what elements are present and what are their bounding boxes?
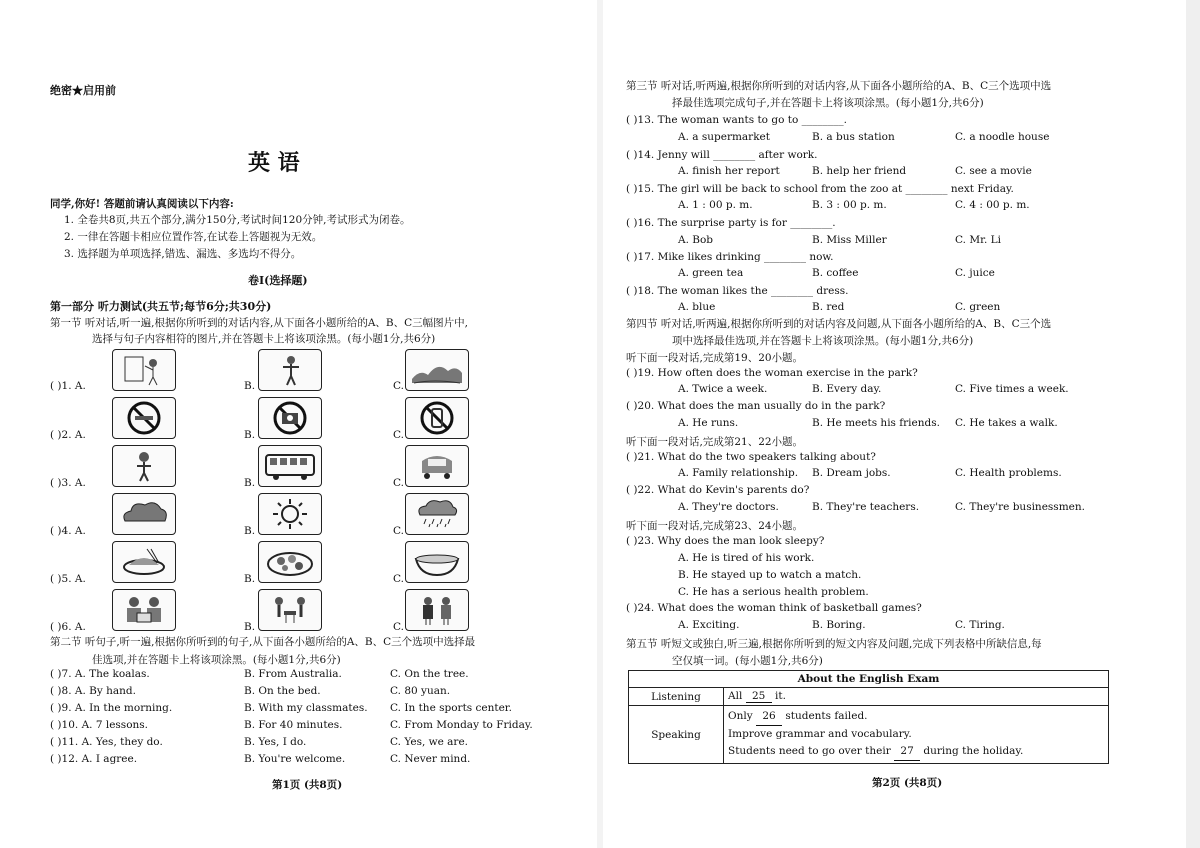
section5-instruction: 空仅填一词。(每小题1分,共6分) (672, 655, 823, 667)
volume-title: 卷Ⅰ(选择题) (248, 274, 308, 287)
q9-option-a[interactable]: ( )9. A. In the morning. (50, 702, 173, 714)
q6-option-b-label: B. (244, 621, 256, 633)
dialogue-lead: 听下面一段对话,完成第19、20小题。 (626, 352, 804, 364)
question-16: ( )16. The surprise party is for ________. (626, 217, 836, 229)
part1-heading: 第一部分 听力测试(共五节;每节6分;共30分) (50, 300, 272, 313)
section4-instruction: 项中选择最佳选项,并在答题卡上将该项涂黑。(每小题1分,共6分) (672, 335, 974, 347)
q22-option-a[interactable]: A. They're doctors. (678, 501, 779, 513)
section3-instruction: 第三节 听对话,听两遍,根据你所听到的对话内容,从下面各小题所给的A、B、C三个选项中选 (626, 80, 1052, 92)
q1-option-a-image[interactable] (112, 349, 176, 391)
question-18: ( )18. The woman likes the ________ dress. (626, 285, 849, 297)
question-5-label: ( )5. A. (50, 573, 86, 585)
q5-option-a-image[interactable] (112, 541, 176, 583)
q3-option-a-image[interactable] (112, 445, 176, 487)
q11-option-c[interactable]: C. Yes, we are. (390, 736, 469, 748)
section4-instruction: 第四节 听对话,听两遍,根据你所听到的对话内容及问题,从下面各小题所给的A、B、C三个选 (626, 318, 1052, 330)
q9-option-c[interactable]: C. In the sports center. (390, 702, 513, 714)
q20-option-c[interactable]: C. He takes a walk. (955, 417, 1058, 429)
q22-option-b[interactable]: B. They're teachers. (812, 501, 920, 513)
q14-option-b[interactable]: B. help her friend (812, 165, 907, 177)
q22-option-c[interactable]: C. They're businessmen. (955, 501, 1085, 513)
q8-option-b[interactable]: B. On the bed. (244, 685, 321, 697)
speaking-r3-post: during the holiday. (923, 745, 1024, 757)
q14-option-c[interactable]: C. see a movie (955, 165, 1032, 177)
q1-option-c-image[interactable] (405, 349, 469, 391)
q7-option-b[interactable]: B. From Australia. (244, 668, 342, 680)
q11-option-b[interactable]: B. Yes, I do. (244, 736, 307, 748)
q19-option-c[interactable]: C. Five times a week. (955, 383, 1069, 395)
q5-option-c-image[interactable] (405, 541, 469, 583)
q2-option-c-image[interactable] (405, 397, 469, 439)
q2-option-a-image[interactable] (112, 397, 176, 439)
section5-instruction: 第五节 听短文或独白,听三遍,根据你所听到的短文内容及问题,完成下列表格中所缺信息,每 (626, 638, 1042, 650)
listening-text-post: it. (775, 690, 786, 702)
question-24: ( )24. What does the woman think of basketball games? (626, 602, 922, 614)
q15-option-a[interactable]: A. 1 : 00 p. m. (678, 199, 753, 211)
q7-option-a[interactable]: ( )7. A. The koalas. (50, 668, 150, 680)
question-1-label: ( )1. A. (50, 380, 86, 392)
q19-option-b[interactable]: B. Every day. (812, 383, 882, 395)
speaking-label: Speaking (629, 706, 724, 764)
section3-instruction: 择最佳选项完成句子,并在答题卡上将该项涂黑。(每小题1分,共6分) (672, 97, 984, 109)
q11-option-a[interactable]: ( )11. A. Yes, they do. (50, 736, 163, 748)
q6-option-c-label: C. (393, 621, 404, 633)
q2-option-c-label: C. (393, 429, 404, 441)
question-2-label: ( )2. A. (50, 429, 86, 441)
speaking-rows (724, 706, 1109, 764)
subject-title: 英 语 (248, 150, 300, 176)
q12-option-b[interactable]: B. You're welcome. (244, 753, 346, 765)
q15-option-c[interactable]: C. 4 : 00 p. m. (955, 199, 1030, 211)
dialogue-lead: 听下面一段对话,完成第21、22小题。 (626, 436, 804, 448)
notice-heading: 同学,你好! 答题前请认真阅读以下内容: (50, 198, 234, 210)
q13-option-b[interactable]: B. a bus station (812, 131, 895, 143)
q16-option-c[interactable]: C. Mr. Li (955, 234, 1001, 246)
question-15: ( )15. The girl will be back to school from the zoo at ________ next Friday. (626, 183, 1014, 195)
q10-option-a[interactable]: ( )10. A. 7 lessons. (50, 719, 149, 731)
q6-option-c-image[interactable] (405, 589, 469, 631)
q20-option-a[interactable]: A. He runs. (678, 417, 739, 429)
question-23: ( )23. Why does the man look sleepy? (626, 535, 825, 547)
q3-option-b-label: B. (244, 477, 256, 489)
section2-instruction: 第二节 听句子,听一遍,根据你所听到的句子,从下面各小题所给的A、B、C三个选项中选择最 (50, 636, 476, 648)
speaking-row-2: Improve grammar and vocabulary. (728, 728, 912, 740)
question-19: ( )19. How often does the woman exercise in the park? (626, 367, 918, 379)
notice-item: 3. 选择题为单项选择,错选、漏选、多选均不得分。 (64, 248, 302, 260)
listening-row (724, 688, 1109, 706)
question-21: ( )21. What do the two speakers talking about? (626, 451, 876, 463)
page-footer: 第1页 (共8页) (272, 779, 343, 791)
q1-option-b-label: B. (244, 380, 256, 392)
q15-option-b[interactable]: B. 3 : 00 p. m. (812, 199, 887, 211)
q24-option-c[interactable]: C. Tiring. (955, 619, 1005, 631)
question-3-label: ( )3. A. (50, 477, 86, 489)
q17-option-c[interactable]: C. juice (955, 267, 995, 279)
q3-option-c-label: C. (393, 477, 404, 489)
q10-option-c[interactable]: C. From Monday to Friday. (390, 719, 533, 731)
q23-option-a[interactable]: A. He is tired of his work. (678, 552, 815, 564)
q3-option-c-image[interactable] (405, 445, 469, 487)
q18-option-c[interactable]: C. green (955, 301, 1001, 313)
question-22: ( )22. What do Kevin's parents do? (626, 484, 810, 496)
section1-instruction: 第一节 听对话,听一遍,根据你所听到的对话内容,从下面各小题所给的A、B、C三幅图片中, (50, 317, 469, 329)
notice-item: 2. 一律在答题卡相应位置作答,在试卷上答题视为无效。 (64, 231, 323, 243)
blank-25[interactable]: 25 (746, 690, 772, 703)
question-17: ( )17. Mike likes drinking ________ now. (626, 251, 834, 263)
speaking-r1-post: students failed. (785, 710, 868, 722)
speaking-r1-pre: Only (728, 710, 753, 722)
question-13: ( )13. The woman wants to go to ________. (626, 114, 847, 126)
q19-option-a[interactable]: A. Twice a week. (678, 383, 768, 395)
speaking-row-1 (728, 708, 1104, 726)
blank-26[interactable]: 26 (756, 708, 782, 726)
q4-option-a-image[interactable] (112, 493, 176, 535)
listening-label: Listening (629, 688, 724, 706)
question-20: ( )20. What does the man usually do in the park? (626, 400, 886, 412)
q5-option-b-image[interactable] (258, 541, 322, 583)
q17-option-a[interactable]: A. green tea (678, 267, 744, 279)
confidential-label: 绝密★启用前 (50, 84, 116, 97)
q23-option-c[interactable]: C. He has a serious health problem. (678, 586, 869, 598)
q9-option-b[interactable]: B. With my classmates. (244, 702, 368, 714)
q8-option-c[interactable]: C. 80 yuan. (390, 685, 451, 697)
question-4-label: ( )4. A. (50, 525, 86, 537)
q8-option-a[interactable]: ( )8. A. By hand. (50, 685, 136, 697)
q12-option-a[interactable]: ( )12. A. I agree. (50, 753, 138, 765)
speaking-r3-pre: Students need to go over their (728, 745, 891, 757)
q21-option-c[interactable]: C. Health problems. (955, 467, 1062, 479)
q6-option-a-image[interactable] (112, 589, 176, 631)
q18-option-b[interactable]: B. red (812, 301, 845, 313)
q1-option-b-image[interactable] (258, 349, 322, 391)
q4-option-c-image[interactable] (405, 493, 469, 535)
speaking-row-3 (728, 743, 1104, 761)
q23-option-b[interactable]: B. He stayed up to watch a match. (678, 569, 862, 581)
q5-option-b-label: B. (244, 573, 256, 585)
page-footer: 第2页 (共8页) (872, 777, 943, 789)
q20-option-b[interactable]: B. He meets his friends. (812, 417, 940, 429)
q16-option-a[interactable]: A. Bob (678, 234, 714, 246)
q24-option-b[interactable]: B. Boring. (812, 619, 866, 631)
q6-option-b-image[interactable] (258, 589, 322, 631)
q21-option-a[interactable]: A. Family relationship. (678, 467, 799, 479)
q2-option-b-image[interactable] (258, 397, 322, 439)
blank-27[interactable]: 27 (894, 743, 920, 761)
q12-option-c[interactable]: C. Never mind. (390, 753, 471, 765)
section2-instruction: 佳选项,并在答题卡上将该项涂黑。(每小题1分,共6分) (92, 654, 341, 666)
table-title: About the English Exam (629, 671, 1109, 688)
q3-option-b-image[interactable] (258, 445, 322, 487)
q13-option-c[interactable]: C. a noodle house (955, 131, 1050, 143)
q10-option-b[interactable]: B. For 40 minutes. (244, 719, 343, 731)
listening-text-pre: All (728, 690, 743, 702)
q18-option-a[interactable]: A. blue (678, 301, 716, 313)
q13-option-a[interactable]: A. a supermarket (678, 131, 770, 143)
q2-option-b-label: B. (244, 429, 256, 441)
q17-option-b[interactable]: B. coffee (812, 267, 859, 279)
section1-instruction: 选择与句子内容相符的图片,并在答题卡上将该项涂黑。(每小题1分,共6分) (92, 333, 436, 345)
q21-option-b[interactable]: B. Dream jobs. (812, 467, 891, 479)
q5-option-c-label: C. (393, 573, 404, 585)
q4-option-b-image[interactable] (258, 493, 322, 535)
question-6-label: ( )6. A. (50, 621, 86, 633)
q14-option-a[interactable]: A. finish her report (678, 165, 780, 177)
q7-option-c[interactable]: C. On the tree. (390, 668, 469, 680)
q4-option-c-label: C. (393, 525, 404, 537)
notice-item: 1. 全卷共8页,共五个部分,满分150分,考试时间120分钟,考试形式为闭卷。 (64, 214, 411, 226)
q1-option-c-label: C. (393, 380, 404, 392)
q4-option-b-label: B. (244, 525, 256, 537)
english-exam-table (628, 670, 1109, 764)
question-14: ( )14. Jenny will ________ after work. (626, 149, 818, 161)
q24-option-a[interactable]: A. Exciting. (678, 619, 740, 631)
dialogue-lead: 听下面一段对话,完成第23、24小题。 (626, 520, 804, 532)
q16-option-b[interactable]: B. Miss Miller (812, 234, 887, 246)
